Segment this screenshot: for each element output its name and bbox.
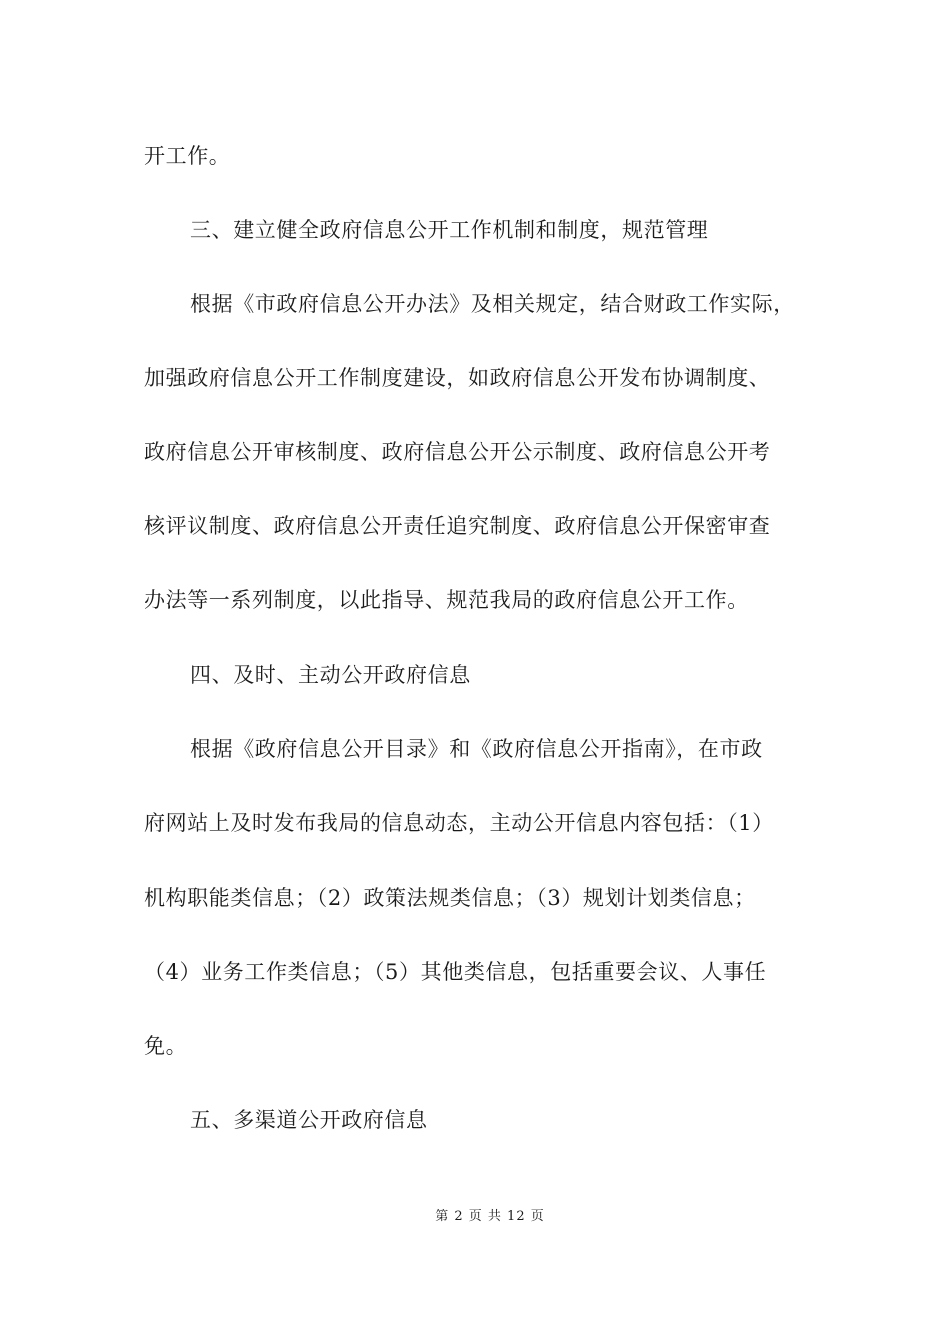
page-number-footer: 第 2 页 共 12 页 <box>435 1209 545 1224</box>
paragraph-line: 免。 <box>144 1034 188 1058</box>
paragraph-line: 根据《政府信息公开目录》和《政府信息公开指南》，在市政 <box>190 737 763 761</box>
paragraph-line: 加强政府信息公开工作制度建设，如政府信息公开发布协调制度、 <box>144 366 771 390</box>
paragraph-line: 核评议制度、政府信息公开责任追究制度、政府信息公开保密审查 <box>144 514 771 538</box>
section-heading: 五、多渠道公开政府信息 <box>190 1108 428 1132</box>
paragraph-line: 办法等一系列制度，以此指导、规范我局的政府信息公开工作。 <box>144 588 749 612</box>
section-heading: 三、建立健全政府信息公开工作机制和制度，规范管理 <box>190 218 709 242</box>
paragraph-line: 府网站上及时发布我局的信息动态，主动公开信息内容包括：（1） <box>144 811 774 835</box>
paragraph-line: 机构职能类信息；（2）政策法规类信息；（3）规划计划类信息； <box>144 886 756 910</box>
paragraph-line: （4）业务工作类信息；（5）其他类信息，包括重要会议、人事任 <box>144 960 767 984</box>
section-heading: 四、及时、主动公开政府信息 <box>190 663 471 687</box>
paragraph-line: 开工作。 <box>144 144 231 168</box>
paragraph-line: 根据《市政府信息公开办法》及相关规定，结合财政工作实际， <box>190 292 795 316</box>
paragraph-line: 政府信息公开审核制度、政府信息公开公示制度、政府信息公开考 <box>144 440 771 464</box>
